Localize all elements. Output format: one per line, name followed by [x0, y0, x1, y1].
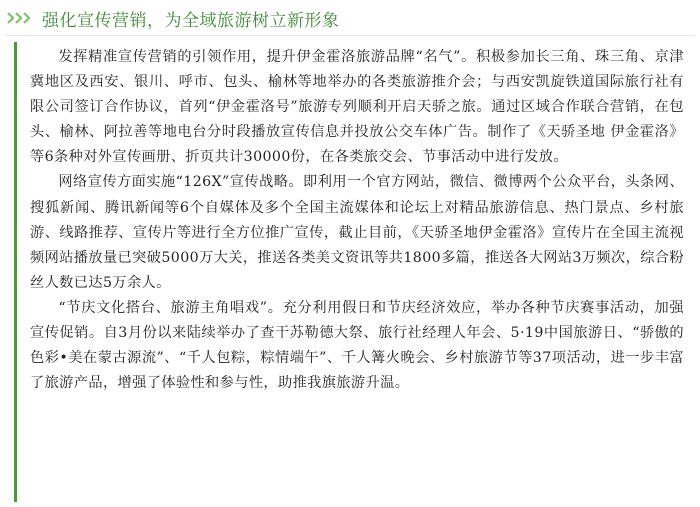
article-body: [30, 45, 684, 396]
paragraph: 发挥精准宣传营销的引领作用，提升伊金霍洛旅游品牌“名气”。积极参加长三角、珠三角、京津冀地区及西安、银川、呼市、包头、榆林等地举办的各类旅游推介会；与西安凯旋铁道国际旅行社有限公司签订合作协议，首列“伊金霍洛号”旅游专列顺利开启天骄之旅。通过区域合作联合营销，在包头、榆林、阿拉善等地电台分时段播放宣传信息并投放公交车体广告。制作了《天骄圣地 伊金霍洛》等6条种对外宣传画册、折页共计30000份，在各类旅交会、节事活动中进行发放。: [30, 49, 684, 166]
header-divider: [5, 35, 695, 36]
section-title: 强化宣传营销，为全域旅游树立新形象: [42, 10, 340, 31]
section-header: [6, 6, 340, 30]
content-accent-bar: [14, 42, 17, 502]
triple-chevron-right-icon: [6, 11, 36, 25]
paragraph: “节庆文化搭台、旅游主角唱戏”。充分利用假日和节庆经济效应，举办各种节庆赛事活动，加强宣传促销。自3月份以来陆续举办了查干苏勒德大祭、旅行社经理人年会、5·19中国旅游日、“骄傲的色彩•美在蒙古源流”、“千人包粽，粽情端午”、千人篝火晚会、乡村旅游节等37项活动，进一步丰富了旅游产品，增强了体验性和参与性，助推我旗旅游升温。: [30, 299, 684, 392]
paragraph: 网络宣传方面实施“126X”宣传战略。即利用一个官方网站，微信、微博两个公众平台，头条网、搜狐新闻、腾讯新闻等6个自媒体及多个全国主流媒体和论坛上对精品旅游信息、热门景点、乡村旅游、线路推荐、宣传片等进行全方位推广宣传，截止目前，《天骄圣地伊金霍洛》宣传片在全国主流视频网站播放量已突破5000万大关，推送各类美文资讯等共1800多篇，推送各大网站3万频次，综合粉丝人数已达5万余人。: [30, 174, 684, 291]
